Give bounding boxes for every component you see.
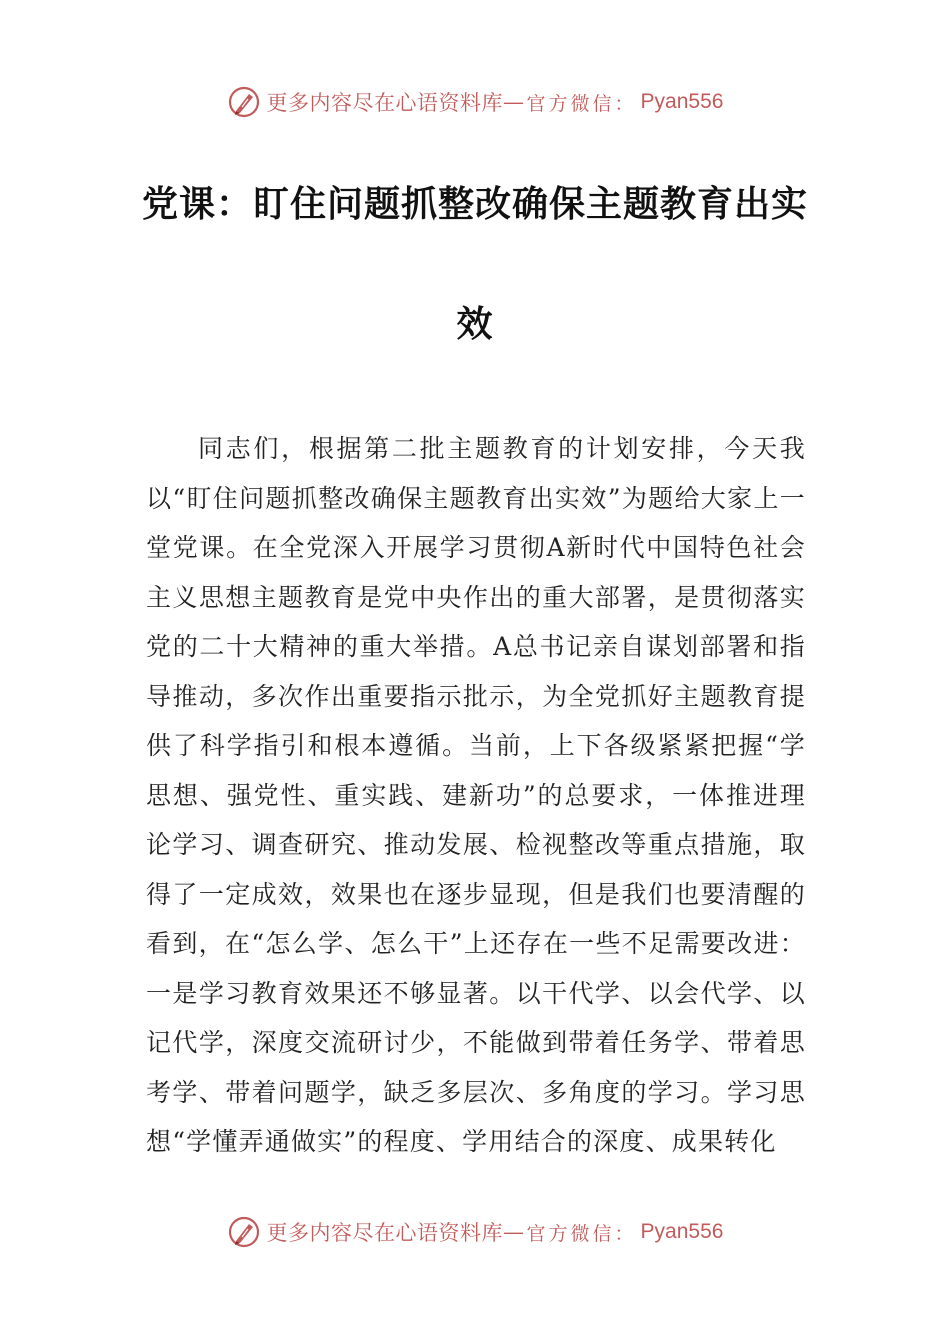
banner-wechat-id: Pyan556 xyxy=(640,90,724,113)
banner-main-text: 更多内容尽在心语资料库 xyxy=(266,1221,504,1245)
banner-separator: — xyxy=(503,90,525,114)
pen-nib-circle-icon xyxy=(227,85,261,119)
header-watermark-banner xyxy=(0,82,950,122)
banner-main-text: 更多内容尽在心语资料库 xyxy=(266,91,504,115)
document-title-line-2: 效 xyxy=(456,304,494,345)
document-title-line-1: 党课：盯住问题抓整改确保主题教育出实 xyxy=(141,184,808,225)
body-paragraph: 同志们，根据第二批主题教育的计划安排，今天我以“盯住问题抓整改确保主题教育出实效”为题给大家上一堂党课。在全党深入开展学习贯彻A新时代中国特色社会主义思想主题教育是党中央作出的重大部署，是贯彻落实党的二十大精神的重大举措。A总书记亲自谋划部署和指导推动，多次作出重要指示批示，为全党抓好主题教育提供了科学指引和根本遵循。当前，上下各级紧紧把握“学思想、强党性、重实践、建新功”的总要求，一体推进理论学习、调查研究、推动发展、检视整改等重点措施，取得了一定成效，效果也在逐步显现，但是我们也要清醒的看到，在“怎么学、怎么干”上还存在一些不足需要改进：一是学习教育效果还不够显著。以干代学、以会代学、以记代学，深度交流研讨少，不能做到带着任务学、带着思考学、带着问题学，缺乏多层次、多角度的学习。学习思想“学懂弄通做实”的程度、学用结合的深度、成果转化 xyxy=(146,434,806,1156)
banner-wechat-label: 官方微信： xyxy=(526,1222,637,1245)
banner-wechat-id: Pyan556 xyxy=(640,1220,724,1243)
footer-watermark-banner xyxy=(0,1212,950,1252)
banner-wechat-label: 官方微信： xyxy=(526,92,637,115)
pen-nib-circle-icon xyxy=(227,1215,261,1249)
banner-separator: — xyxy=(503,1220,525,1244)
